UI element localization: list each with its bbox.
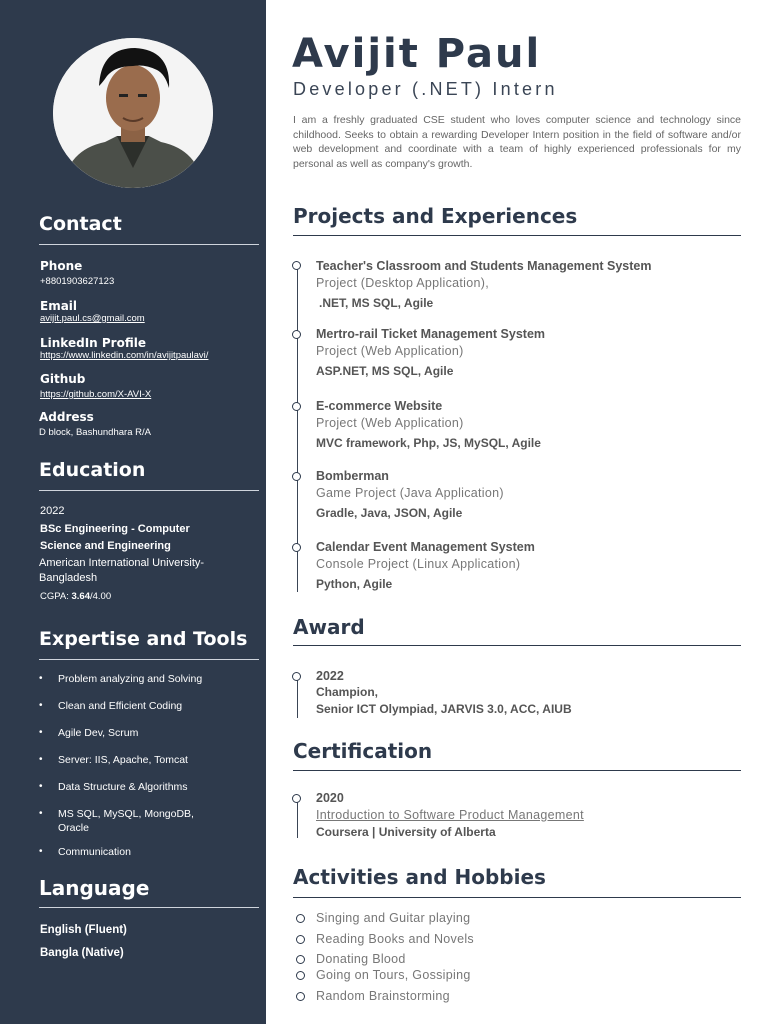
language-item: English (Fluent) [40, 924, 127, 936]
cgpa [40, 588, 111, 605]
certification-timeline [297, 798, 298, 838]
certification-item [316, 790, 584, 841]
address-label: Address [39, 410, 94, 424]
education-divider [39, 490, 259, 491]
certification-course-link[interactable]: Introduction to Software Product Management [316, 808, 584, 822]
hobby-item: Going on Tours, Gossiping [316, 968, 471, 982]
expertise-item: • Clean and Efficient Coding [39, 699, 182, 713]
github-link[interactable]: https://github.com/X-AVI-X [40, 389, 152, 400]
cgpa-scale: /4.00 [90, 591, 112, 602]
project-tech: Python, Agile [316, 577, 393, 591]
award-timeline [297, 676, 298, 718]
certification-heading: Certification [293, 739, 433, 763]
project-type: Project (Web Application) [316, 344, 464, 358]
project-tech: .NET, MS SQL, Agile [319, 296, 434, 310]
project-name: E-commerce Website [316, 399, 443, 413]
candidate-name: Avijit Paul [292, 31, 542, 77]
expertise-item: • Server: IIS, Apache, Tomcat [39, 753, 188, 767]
timeline-dot-icon [292, 472, 301, 481]
project-item [316, 326, 545, 380]
education-year: 2022 [40, 505, 65, 517]
degree-line-1: BSc Engineering - Computer [40, 523, 190, 535]
project-item [316, 539, 535, 593]
project-type: Project (Desktop Application), [316, 276, 489, 290]
award-year: 2022 [316, 669, 344, 683]
project-item [316, 468, 504, 522]
expertise-heading: Expertise and Tools [39, 628, 248, 650]
email-label: Email [40, 299, 78, 313]
project-type: Game Project (Java Application) [316, 486, 504, 500]
bullet-circle-icon [296, 971, 305, 980]
linkedin-label: LinkedIn Profile [40, 336, 146, 350]
bullet-circle-icon [296, 955, 305, 964]
project-tech: ASP.NET, MS SQL, Agile [316, 364, 454, 378]
project-type: Project (Web Application) [316, 416, 464, 430]
phone-value: +8801903627123 [40, 276, 115, 287]
bullet-circle-icon [296, 992, 305, 1001]
school-line-2: Bangladesh [39, 572, 98, 584]
certification-provider: Coursera | University of Alberta [316, 825, 496, 839]
cgpa-value: 3.64 [71, 591, 90, 602]
award-divider [293, 645, 741, 646]
award-heading: Award [293, 615, 365, 639]
sidebar [0, 0, 266, 1024]
timeline-dot-icon [292, 794, 301, 803]
project-name: Teacher's Classroom and Students Management System [316, 259, 652, 273]
timeline-dot-icon [292, 402, 301, 411]
language-item: Bangla (Native) [40, 947, 124, 959]
expertise-item: • Agile Dev, Scrum [39, 726, 138, 740]
address-value: D block, Bashundhara R/A [39, 427, 151, 438]
hobby-item: Donating Blood [316, 952, 406, 966]
timeline-dot-icon [292, 543, 301, 552]
bullet-circle-icon [296, 914, 305, 923]
expertise-item: • Data Structure & Algorithms [39, 780, 188, 794]
hobbies-heading: Activities and Hobbies [293, 865, 546, 889]
projects-heading: Projects and Experiences [293, 204, 578, 228]
project-name: Calendar Event Management System [316, 540, 535, 554]
school-line-1: American International University- [39, 557, 205, 569]
profile-photo [53, 38, 213, 188]
phone-label: Phone [40, 259, 83, 273]
expertise-divider [39, 659, 259, 660]
award-event: Senior ICT Olympiad, JARVIS 3.0, ACC, AIUB [316, 702, 572, 716]
language-divider [39, 907, 259, 908]
award-title: Champion, [316, 685, 378, 699]
project-item [316, 398, 541, 452]
certification-year: 2020 [316, 791, 344, 805]
bullet-circle-icon [296, 935, 305, 944]
contact-heading: Contact [39, 213, 122, 235]
expertise-item: • Communication [39, 845, 131, 859]
github-label: Github [40, 372, 86, 386]
candidate-title: Developer (.NET) Intern [293, 79, 558, 99]
expertise-item: • Problem analyzing and Solving [39, 672, 202, 686]
project-tech: Gradle, Java, JSON, Agile [316, 506, 463, 520]
education-heading: Education [39, 459, 146, 481]
degree-line-2: Science and Engineering [40, 540, 171, 552]
hobbies-divider [293, 897, 741, 898]
expertise-item: • MS SQL, MySQL, MongoDB, Oracle [39, 807, 218, 835]
avatar-icon [53, 38, 213, 188]
project-tech: MVC framework, Php, JS, MySQL, Agile [316, 436, 541, 450]
project-item [316, 258, 651, 312]
timeline-dot-icon [292, 261, 301, 270]
certification-divider [293, 770, 741, 771]
timeline-dot-icon [292, 330, 301, 339]
profile-summary: I am a freshly graduated CSE student who loves computer science and technology since childhood. Seeks to obtain a rewarding Developer Intern position in the field of software and/or web development and coordinate with a team of highly experienced professionals for my personal as well as company's growth. [293, 114, 741, 170]
hobby-item: Singing and Guitar playing [316, 911, 471, 925]
language-heading: Language [39, 876, 150, 900]
cgpa-label: CGPA: [40, 591, 72, 602]
award-item [316, 668, 572, 718]
project-name: Bomberman [316, 469, 389, 483]
hobby-item: Random Brainstorming [316, 989, 450, 1003]
projects-divider [293, 235, 741, 236]
contact-divider [39, 244, 259, 245]
linkedin-link[interactable]: https://www.linkedin.com/in/avijitpaulavi/ [40, 350, 209, 361]
project-name: Mertro-rail Ticket Management System [316, 327, 546, 341]
email-link[interactable]: avijit.paul.cs@gmail.com [40, 313, 145, 324]
project-type: Console Project (Linux Application) [316, 557, 521, 571]
timeline-dot-icon [292, 672, 301, 681]
hobby-item: Reading Books and Novels [316, 932, 474, 946]
